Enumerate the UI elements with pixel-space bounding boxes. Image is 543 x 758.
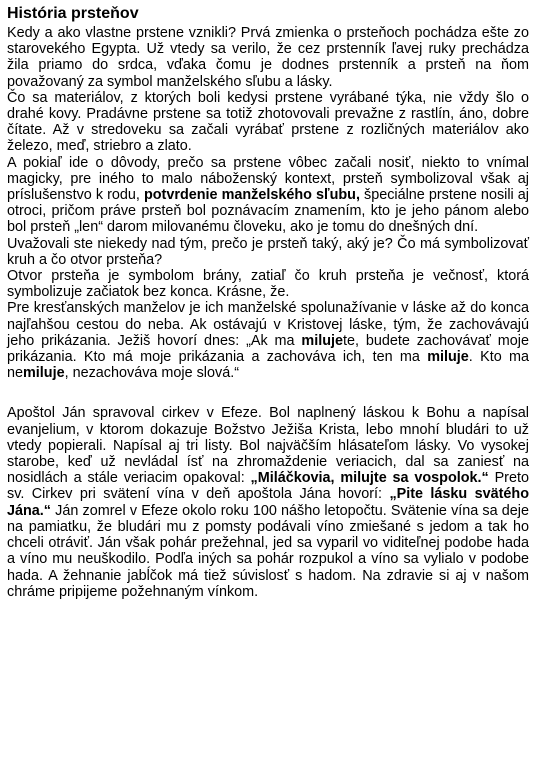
bold-text-run: miluje bbox=[23, 365, 65, 382]
text-run: špeciálne prstene nosili aj otroci, pričom práve prsteň bol poznávacím znamením, kto je jeho pánom alebo bol prsteň „len“ darom milovanému človeku, ako je tomu do dnešných dní. bbox=[7, 187, 529, 236]
text-run: , nezachováva moje slová.“ bbox=[64, 365, 239, 382]
text-run: Pre kresťanských manželov je ich manželské spolunažívanie v láske až do konca najľahšou cestou do neba. Ak ostávajú v Kristovej láske, tým, že zachovávajú jeho prikázania. Ježiš hovorí dnes: „Ak ma bbox=[7, 300, 529, 349]
text-run: . Kto ma ne bbox=[7, 349, 529, 382]
paragraph bbox=[7, 405, 529, 599]
paragraph bbox=[7, 300, 529, 381]
text-run: Otvor prsteňa je symbolom brány, zatiaľ čo kruh prsteňa je večnosť, ktorá symbolizuje začiatok bez konca. Krásne, že. bbox=[7, 268, 529, 301]
text-run: Ján zomrel v Efeze okolo roku 100 nášho letopočtu. Svätenie vína sa deje na pamiatku, že bludári mu z pomsty podávali víno zmiešané s jedom a tak ho chceli otráviť. Ján však pohár prežehnal, jed sa vyparil vo viditeľnej podobe hada a víno mu neuškodilo. Podľa iných sa pohár rozpukol a víno sa vylialo v podobe hada. A žehnanie jabĺčok má tiež súvislosť s hadom. Na zdravie si aj v našom chráme pripijeme požehnaným vínkom. bbox=[7, 502, 529, 600]
text-run: Apoštol Ján spravoval cirkev v Efeze. Bol naplnený láskou k Bohu a napísal evanjelium, v ktorom dokazuje Božstvo Ježiša Krista, lebo mnohí bludári to už vtedy popierali. Napísal aj tri listy. Bol najväčším hlásateľom lásky. Vo vysokej starobe, keď už nevládal ísť na zhromaždenie veriacich, dal sa zaniesť na nosidlách a stále veriacim opakoval: bbox=[7, 405, 529, 487]
paragraph-gap bbox=[7, 381, 529, 405]
document-title: História prsteňov bbox=[7, 5, 139, 22]
text-run: Preto sv. Cirkev pri svätení vína v deň apoštola Jána hovorí: bbox=[7, 470, 529, 503]
bold-text-run: potvrdenie manželského sľubu, bbox=[143, 187, 360, 204]
text-run: Kedy a ako vlastne prstene vznikli? Prvá zmienka o prsteňoch pochádza ešte zo starovekého Egypta. Už vtedy sa verilo, že cez prstenník ľavej ruky prechádza žila priamo do srdca, vďaka čomu je dodnes prstenník a prsteň na ňom považovaný za symbol manželského sľubu a lásky. bbox=[7, 25, 529, 90]
text-run: A pokiaľ ide o dôvody, prečo sa prstene vôbec začali nosiť, niekto to vnímal magicky, pre iného to malo náboženský kontext, prsteň symbolizoval však aj príslušenstvo k rodu, bbox=[7, 154, 529, 204]
paragraph bbox=[7, 90, 529, 155]
bold-text-run: miluje bbox=[301, 332, 343, 349]
paragraph bbox=[7, 155, 529, 236]
paragraph bbox=[7, 25, 529, 90]
paragraph bbox=[7, 236, 529, 268]
document-body bbox=[7, 25, 529, 600]
bold-text-run: miluje bbox=[427, 349, 469, 366]
bold-text-run: „Pite lásku svätého Jána.“ bbox=[7, 486, 529, 519]
paragraph bbox=[7, 268, 529, 300]
text-run: te, budete zachovávať moje prikázania. Kto má moje prikázania a zachováva ich, ten ma bbox=[7, 332, 529, 366]
text-run: Čo sa materiálov, z ktorých boli kedysi prstene vyrábané týka, nie vždy šlo o drahé kovy. Pradávne prstene sa totiž zhotovovali prevažne z rastlín, áno, dobre čítate. Až v stredoveku sa začali vyrábať prstene z rozličných materiálov ako železo, meď, striebro a zlato. bbox=[7, 89, 529, 155]
document-page bbox=[7, 3, 529, 600]
bold-text-run: „Miláčkovia, milujte sa vospolok.“ bbox=[250, 470, 489, 487]
text-run: Uvažovali ste niekedy nad tým, prečo je prsteň taký, aký je? Čo má symbolizovať kruh a čo otvor prsteňa? bbox=[7, 235, 529, 268]
